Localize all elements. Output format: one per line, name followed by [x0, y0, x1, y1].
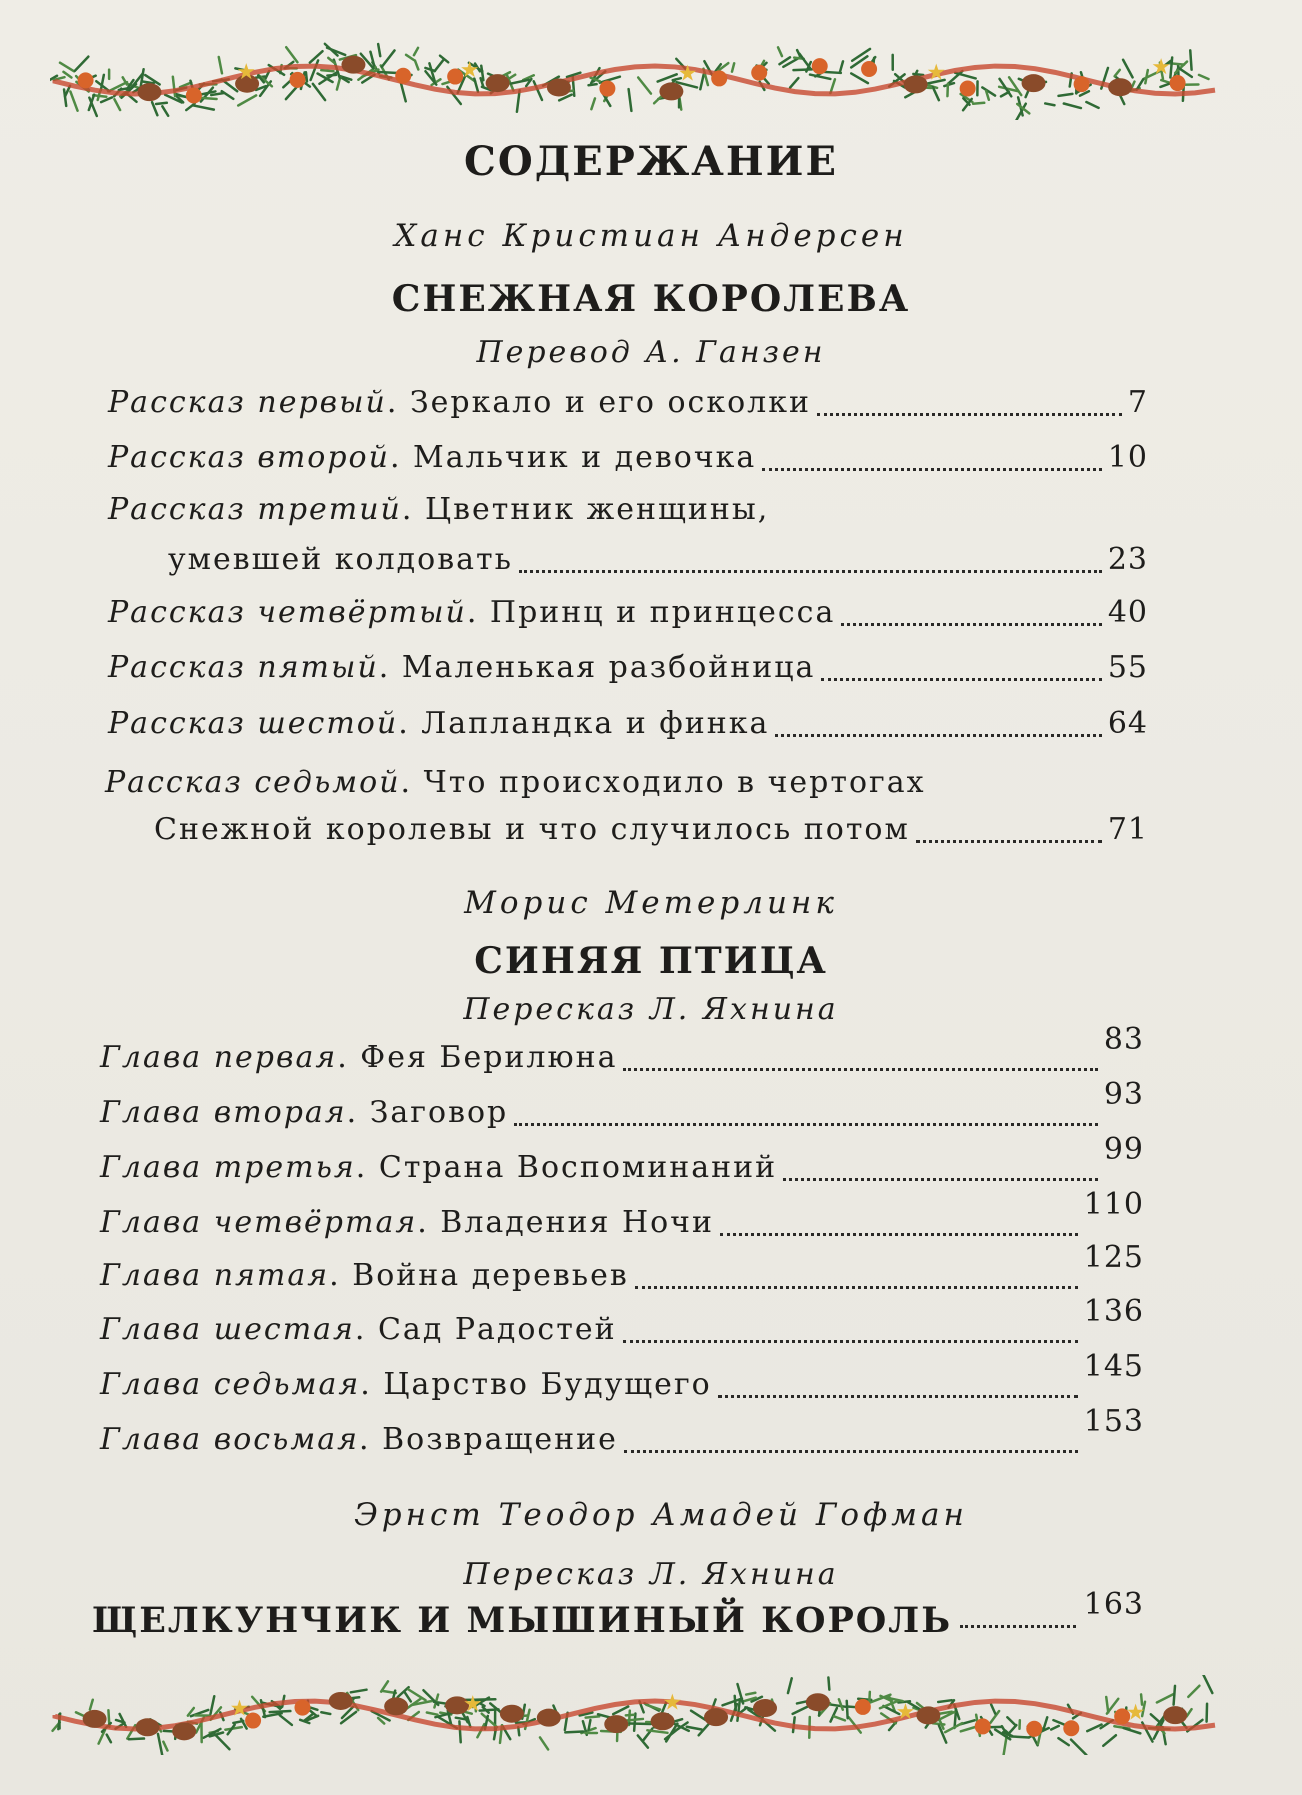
ornament-ball [395, 68, 411, 84]
pine-needle [193, 105, 214, 109]
leader-dots [635, 1286, 1078, 1289]
toc-entry[interactable] [108, 650, 1148, 685]
entry-page-number: 23 [1107, 542, 1148, 577]
pine-needle [1180, 69, 1192, 77]
leader-dots [783, 1178, 1098, 1181]
pine-needle [425, 68, 435, 71]
pine-needle [158, 1734, 162, 1755]
ornament-ball [1063, 1720, 1079, 1736]
entry-text: . Царство Будущего [360, 1367, 712, 1402]
pine-cone [806, 1693, 830, 1711]
pine-needle [511, 80, 529, 84]
pine-needle [414, 48, 418, 55]
leader-dots [916, 840, 1102, 843]
entry-label: Глава четвёртая [100, 1205, 418, 1240]
garland-bottom-decoration [50, 1675, 1220, 1755]
star-icon: ★ [926, 60, 947, 86]
star-icon: ★ [895, 1699, 916, 1725]
pine-needle [280, 1715, 292, 1725]
ornament-ball [1074, 76, 1090, 92]
leader-dots [519, 570, 1102, 573]
pine-needle [319, 72, 337, 84]
pine-needle [1004, 1736, 1007, 1755]
pine-cone [547, 78, 571, 96]
pine-needle [141, 69, 144, 86]
translator-ganzen: Перевод А. Ганзен [476, 335, 826, 370]
work-title-blue-bird: СИНЯЯ ПТИЦА [474, 940, 828, 982]
star-icon: ★ [236, 59, 257, 85]
pine-cone [486, 74, 510, 92]
star-icon: ★ [1151, 54, 1171, 80]
entry-page-number: 136 [1083, 1294, 1144, 1329]
pine-needle [75, 57, 88, 71]
entry-label: Рассказ четвёртый [108, 595, 467, 630]
pine-needle [961, 1727, 975, 1731]
star-icon: ★ [229, 1696, 250, 1722]
pine-cone [704, 1708, 728, 1726]
pine-needle [852, 49, 870, 61]
pine-needle [286, 86, 298, 99]
pine-needle [459, 1721, 460, 1742]
pine-needle [215, 1734, 230, 1749]
pine-needle [840, 61, 843, 72]
leader-dots [514, 1123, 1098, 1126]
ornament-ball [861, 61, 877, 77]
pine-needle [737, 1699, 739, 1720]
toc-entry[interactable] [108, 440, 1148, 475]
pine-needle [1187, 1709, 1192, 1716]
pine-needle [219, 57, 222, 73]
leader-dots [718, 1395, 1078, 1398]
entry-text: . Принц и принцесса [466, 595, 836, 630]
pine-needle [834, 1716, 845, 1720]
work-title-nutcracker: ЩЕЛКУНЧИК И МЫШИНЫЙ КОРОЛЬ [92, 1600, 953, 1641]
toc-entry[interactable] [100, 1022, 1144, 1075]
pine-needle [286, 47, 297, 62]
entry-text: . Война деревьев [329, 1258, 629, 1293]
pine-needle [847, 1701, 848, 1718]
pine-needle [938, 1700, 952, 1702]
pine-needle [982, 87, 995, 95]
entry-label: Рассказ седьмой [105, 765, 401, 800]
pine-needle [700, 75, 703, 90]
pine-needle [306, 72, 307, 81]
pine-needle [378, 44, 380, 56]
pine-needle [415, 60, 418, 69]
pine-needle [589, 84, 597, 85]
toc-entry-line1[interactable] [108, 492, 769, 527]
pine-needle [382, 50, 395, 66]
pine-needle [790, 78, 798, 88]
pine-needle [839, 1699, 843, 1709]
pine-needle [830, 79, 835, 93]
entry-label: Глава первая [100, 1040, 338, 1075]
pine-needle [427, 1713, 438, 1715]
pine-needle [973, 103, 984, 104]
pine-needle [1157, 1694, 1174, 1703]
leader-dots [841, 623, 1101, 626]
ornament-ball [960, 80, 976, 96]
pine-needle [337, 77, 340, 89]
pine-cone [329, 1692, 353, 1710]
star-icon: ★ [677, 61, 698, 87]
entry-page-number: 10 [1107, 440, 1148, 475]
ornament-ball [290, 72, 306, 88]
pine-cone [904, 75, 928, 93]
pine-cone [753, 1699, 777, 1717]
entry-label: Рассказ второй [108, 440, 390, 475]
ornament-ball [751, 65, 767, 81]
translator-yakhnin-2: Пересказ Л. Яхнина [463, 1557, 839, 1592]
entry-text: . Страна Воспоминаний [355, 1150, 778, 1185]
star-icon: ★ [1125, 1700, 1146, 1726]
toc-entry[interactable] [100, 1187, 1144, 1240]
entry-label: Глава третья [100, 1150, 356, 1185]
pine-needle [378, 1718, 384, 1724]
pine-needle [401, 83, 406, 102]
pine-needle [1161, 80, 1169, 83]
pine-needle [1124, 1728, 1141, 1733]
toc-entry-nutcracker[interactable] [92, 1587, 1144, 1641]
pine-needle [222, 91, 234, 99]
pine-needle [313, 84, 325, 100]
leader-dots [623, 1340, 1078, 1343]
entry-text: . Сад Радостей [354, 1312, 617, 1347]
entry-text: . Что происходило в чертогах [400, 765, 926, 800]
pine-needle [1059, 94, 1073, 96]
pine-needle [163, 1742, 167, 1751]
toc-entry[interactable] [100, 1404, 1144, 1457]
pine-needle [90, 1700, 93, 1710]
pine-needle [310, 51, 323, 63]
ornament-ball [812, 58, 828, 74]
pine-needle [435, 60, 444, 72]
pine-needle [101, 97, 112, 102]
pine-needle [1115, 70, 1120, 76]
entry-label: Глава шестая [100, 1312, 355, 1347]
entry-page-number: 40 [1107, 595, 1148, 630]
pine-needle [379, 72, 398, 73]
author-hoffmann: Эрнст Теодор Амадей Гофман [354, 1497, 968, 1533]
pine-needle [630, 1723, 651, 1724]
entry-label: Рассказ первый [108, 385, 387, 420]
entry-page-number: 99 [1103, 1132, 1144, 1167]
entry-page-number: 83 [1103, 1022, 1144, 1057]
pine-cone [1163, 1706, 1187, 1724]
toc-entry-line2[interactable] [154, 812, 1148, 847]
toc-entry[interactable] [100, 1349, 1144, 1402]
pine-needle [800, 54, 811, 69]
toc-entry-line2[interactable] [168, 542, 1148, 577]
pine-needle [1045, 103, 1054, 105]
pine-needle [589, 1720, 591, 1730]
leader-dots [821, 678, 1101, 681]
star-icon: ★ [662, 1690, 683, 1716]
entry-label: Глава пятая [100, 1258, 330, 1293]
pine-cone [172, 1722, 196, 1740]
pine-needle [1071, 1740, 1086, 1755]
pine-needle [613, 1707, 628, 1715]
author-andersen: Ханс Кристиан Андерсен [394, 218, 908, 254]
pine-needle [540, 1737, 548, 1749]
pine-needle [321, 70, 333, 71]
leader-dots [623, 1068, 1097, 1071]
entry-label: Рассказ пятый [108, 650, 379, 685]
pine-needle [238, 95, 256, 105]
pine-needle [467, 1717, 470, 1727]
ornament-ball [975, 1718, 991, 1734]
pine-needle [1120, 95, 1124, 104]
entry-text: . Мальчик и девочка [389, 440, 757, 475]
pine-cone [83, 1710, 107, 1728]
pine-needle [129, 1739, 144, 1740]
ornament-ball [78, 72, 94, 88]
pine-needle [311, 60, 318, 79]
pine-needle [1051, 1726, 1059, 1730]
pine-needle [156, 103, 167, 104]
pine-needle [828, 1678, 829, 1690]
star-icon: ★ [459, 58, 480, 84]
entry-page-number: 71 [1107, 812, 1148, 847]
pine-needle [1199, 75, 1209, 79]
pine-needle [634, 1713, 635, 1730]
leader-dots [817, 413, 1122, 416]
pine-needle [1203, 1675, 1212, 1693]
ornament-ball [1170, 75, 1186, 91]
entry-text: . Возвращение [359, 1422, 618, 1457]
pine-needle [687, 1727, 702, 1730]
entry-text: . Лапландка и финка [398, 706, 770, 741]
page-title: СОДЕРЖАНИЕ [464, 138, 838, 185]
pine-needle [778, 47, 782, 56]
translator-yakhnin: Пересказ Л. Яхнина [463, 992, 839, 1027]
pine-needle [565, 1732, 583, 1733]
pine-needle [933, 1723, 945, 1724]
pine-cone [1022, 74, 1046, 92]
pine-needle [211, 1696, 215, 1714]
pine-needle [746, 1693, 755, 1695]
entry-text-continued: Снежной королевы и что случилось потом [154, 812, 910, 847]
ornament-ball [294, 1700, 310, 1716]
pine-needle [991, 1705, 995, 1714]
ornament-ball [711, 70, 727, 86]
pine-needle [810, 75, 830, 79]
pine-needle [913, 74, 923, 75]
toc-entry[interactable] [100, 1294, 1144, 1347]
pine-needle [1017, 104, 1029, 113]
entry-text: . Зеркало и его осколки [386, 385, 811, 420]
pine-needle [1086, 102, 1098, 108]
toc-entry[interactable] [108, 595, 1148, 630]
pine-needle [831, 1708, 837, 1722]
entry-label: Глава вторая [100, 1095, 347, 1130]
entry-page-number: 153 [1083, 1404, 1144, 1439]
pine-needle [691, 1711, 705, 1720]
pine-cone [137, 83, 161, 101]
entry-page-number: 93 [1103, 1077, 1144, 1112]
work-title-snow-queen: СНЕЖНАЯ КОРОЛЕВА [391, 278, 911, 320]
toc-entry[interactable] [100, 1132, 1144, 1185]
pine-needle [732, 63, 734, 71]
pine-needle [406, 55, 414, 60]
pine-needle [70, 92, 77, 111]
toc-entry[interactable] [108, 385, 1148, 420]
leader-dots [720, 1233, 1078, 1236]
entry-label: Рассказ шестой [108, 706, 399, 741]
pine-cone [341, 56, 365, 74]
pine-cone [1108, 78, 1132, 96]
pine-needle [638, 77, 651, 93]
entry-text-continued: умевшей колдовать [168, 542, 513, 577]
pine-needle [60, 63, 74, 72]
star-icon: ★ [462, 1692, 483, 1718]
toc-entry-line1[interactable] [105, 765, 926, 800]
pine-needle [1064, 104, 1081, 109]
pine-needle [211, 93, 223, 95]
pine-needle [114, 99, 120, 110]
pine-needle [107, 1735, 111, 1743]
pine-needle [591, 98, 595, 109]
entry-page-number: 125 [1083, 1240, 1144, 1275]
entry-page-number: 163 [1083, 1587, 1144, 1622]
entry-text: . Маленькая разбойница [378, 650, 816, 685]
pine-needle [162, 106, 168, 115]
pine-cone [604, 1715, 628, 1733]
ornament-ball [599, 81, 615, 97]
pine-needle [405, 1692, 411, 1701]
pine-needle [321, 1712, 330, 1714]
pine-cone [384, 1697, 408, 1715]
leader-dots [960, 1625, 1076, 1628]
entry-text: . Фея Берилюна [337, 1040, 618, 1075]
entry-text: . Владения Ночи [417, 1205, 715, 1240]
pine-needle [1007, 1717, 1015, 1725]
ornament-ball [186, 87, 202, 103]
pine-needle [933, 87, 939, 100]
pine-cone [500, 1705, 524, 1723]
author-maeterlinck: Морис Метерлинк [464, 885, 838, 921]
pine-needle [1123, 60, 1133, 78]
pine-needle [325, 44, 338, 56]
toc-entry[interactable] [108, 706, 1148, 741]
entry-page-number: 145 [1083, 1349, 1144, 1384]
pine-needle [793, 1707, 808, 1714]
entry-page-number: 7 [1127, 385, 1148, 420]
pine-needle [586, 1716, 600, 1717]
pine-needle [1103, 1735, 1116, 1746]
toc-entry[interactable] [100, 1077, 1144, 1130]
entry-label: Глава седьмая [100, 1367, 361, 1402]
toc-entry[interactable] [100, 1240, 1144, 1293]
leader-dots [762, 468, 1102, 471]
pine-cone [537, 1709, 561, 1727]
pine-needle [793, 69, 811, 70]
entry-page-number: 110 [1083, 1187, 1144, 1222]
entry-label: Глава восьмая [100, 1422, 360, 1457]
pine-needle [1106, 1697, 1108, 1712]
pine-needle [1058, 1738, 1068, 1745]
pine-needle [828, 1704, 846, 1707]
entry-label: Рассказ третий [108, 492, 402, 527]
entry-text: . Цветник женщины, [401, 492, 770, 527]
garland-top-decoration [50, 40, 1220, 120]
pine-needle [788, 1678, 792, 1693]
ornament-ball [1026, 1721, 1042, 1737]
pine-needle [629, 89, 632, 111]
pine-needle [1190, 50, 1191, 69]
ornament-ball [855, 1699, 871, 1715]
pine-needle [1151, 1714, 1160, 1722]
pine-cone [916, 1706, 940, 1724]
pine-needle [270, 1711, 291, 1712]
pine-cone [135, 1718, 159, 1736]
entry-text: . Заговор [346, 1095, 509, 1130]
leader-dots [775, 734, 1101, 737]
entry-page-number: 55 [1107, 650, 1148, 685]
pine-needle [1188, 1686, 1199, 1697]
pine-needle [142, 81, 154, 83]
pine-needle [351, 1690, 367, 1693]
leader-dots [624, 1450, 1078, 1453]
entry-page-number: 64 [1107, 706, 1148, 741]
pine-needle [1174, 1686, 1175, 1705]
